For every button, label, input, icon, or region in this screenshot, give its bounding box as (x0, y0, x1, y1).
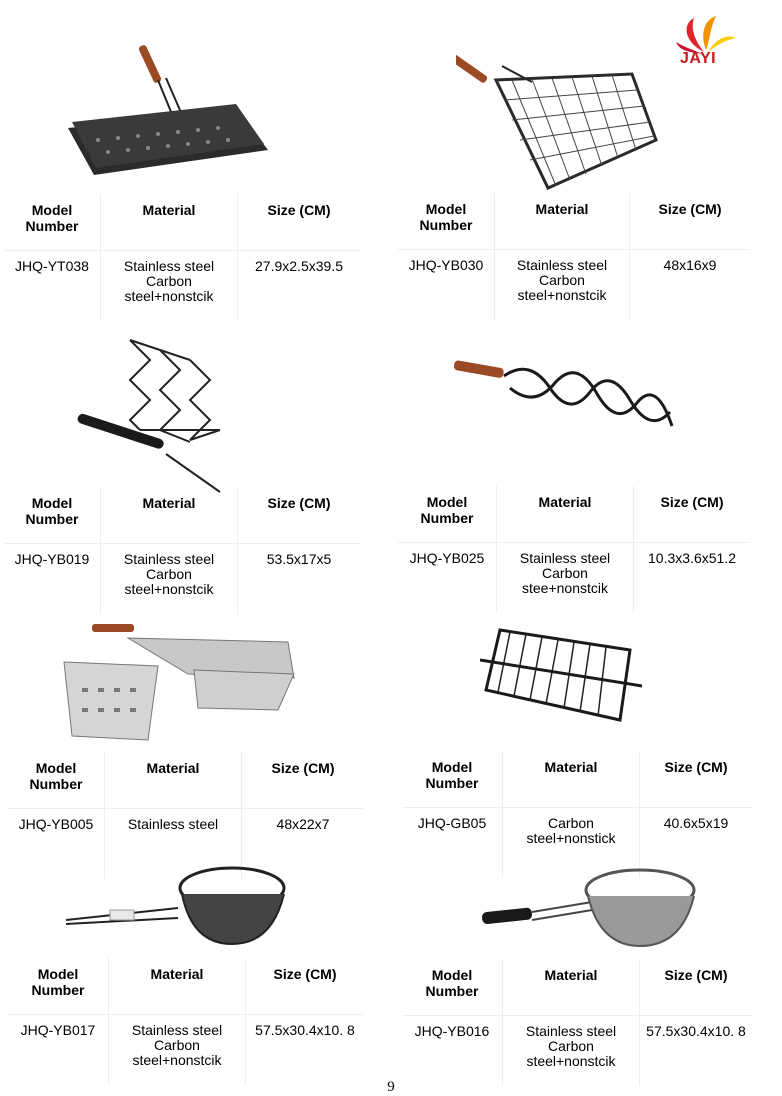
model-header-text: Model Number (425, 967, 479, 999)
spec-table-2 (398, 193, 750, 320)
model-value: JHQ-YB019 (4, 544, 101, 615)
product-image-yb016 (476, 866, 698, 950)
spec-table-1 (4, 194, 360, 321)
model-value: JHQ-YB017 (8, 1015, 109, 1086)
material-header: Material (105, 752, 242, 809)
model-header (398, 193, 495, 250)
material-value: Stainless steel Carbon steel+nonstcik (503, 1016, 640, 1087)
spec-table-7 (8, 958, 364, 1085)
page-number: 9 (387, 1079, 395, 1095)
product-image-yb017 (62, 864, 286, 948)
material-header: Material (503, 751, 640, 808)
model-header-text: Model Number (420, 494, 474, 526)
material-value: Stainless steel Carbon stee+nonstcik (497, 543, 634, 614)
size-value: 27.9x2.5x39.5 (255, 258, 343, 274)
spec-table-4 (398, 486, 750, 613)
model-header-text: Model Number (29, 760, 83, 792)
model-value: JHQ-YB005 (8, 809, 105, 880)
model-value: JHQ-YB025 (398, 543, 497, 614)
material-header: Material (503, 959, 640, 1016)
size-header: Size (CM) (238, 194, 361, 251)
model-header (398, 486, 497, 543)
size-header: Size (CM) (238, 487, 361, 544)
size-header: Size (CM) (246, 958, 365, 1015)
spec-table-5 (8, 752, 364, 879)
material-value: Stainless steel (105, 809, 242, 880)
product-image-yb005 (58, 618, 298, 744)
spec-table-6 (402, 751, 752, 878)
material-value: Stainless steel Carbon steel+nonstcik (109, 1015, 246, 1086)
model-header-text: Model Number (425, 759, 479, 791)
size-header: Size (CM) (640, 959, 753, 1016)
product-image-yt038 (58, 40, 283, 180)
spec-table-8 (402, 959, 752, 1086)
model-header (4, 487, 101, 544)
size-value: 48x16x9 (663, 257, 717, 273)
model-header-text: Model Number (25, 202, 79, 234)
model-header (4, 194, 101, 251)
material-value: Stainless steel Carbon steel+nonstcik (101, 544, 238, 615)
material-value: Stainless steel Carbon steel+nonstcik (101, 251, 238, 322)
model-header (402, 959, 503, 1016)
model-value: JHQ-YB030 (398, 250, 495, 321)
size-value: 57.5x30.4x10. 8 (646, 1023, 746, 1039)
size-header: Size (CM) (640, 751, 753, 808)
material-header: Material (497, 486, 634, 543)
product-image-yb019 (70, 330, 240, 502)
product-image-gb05 (480, 620, 646, 726)
model-header-text: Model Number (419, 201, 473, 233)
model-header-text: Model Number (25, 495, 79, 527)
product-image-yb030 (456, 40, 676, 190)
material-value: Stainless steel Carbon steel+nonstcik (495, 250, 630, 321)
size-value: 53.5x17x5 (266, 551, 332, 567)
size-header: Size (CM) (634, 486, 751, 543)
material-header: Material (495, 193, 630, 250)
material-header: Material (101, 487, 238, 544)
size-header: Size (CM) (630, 193, 751, 250)
size-value: 57.5x30.4x10. 8 (255, 1022, 355, 1038)
material-header: Material (101, 194, 238, 251)
material-header: Material (109, 958, 246, 1015)
model-header-text: Model Number (31, 966, 85, 998)
model-header (8, 752, 105, 809)
size-value: 48x22x7 (276, 816, 330, 832)
model-value: JHQ-YT038 (4, 251, 101, 322)
model-header (402, 751, 503, 808)
product-image-yb025 (450, 348, 690, 460)
model-value: JHQ-YB016 (402, 1016, 503, 1087)
size-value: 40.6x5x19 (663, 815, 729, 831)
material-value: Carbon steel+nonstick (503, 808, 640, 879)
spec-table-3 (4, 487, 360, 614)
model-value: JHQ-GB05 (402, 808, 503, 879)
model-header (8, 958, 109, 1015)
brand-name: JAYI (680, 50, 717, 67)
size-value: 10.3x3.6x51.2 (648, 550, 736, 566)
size-header: Size (CM) (242, 752, 365, 809)
